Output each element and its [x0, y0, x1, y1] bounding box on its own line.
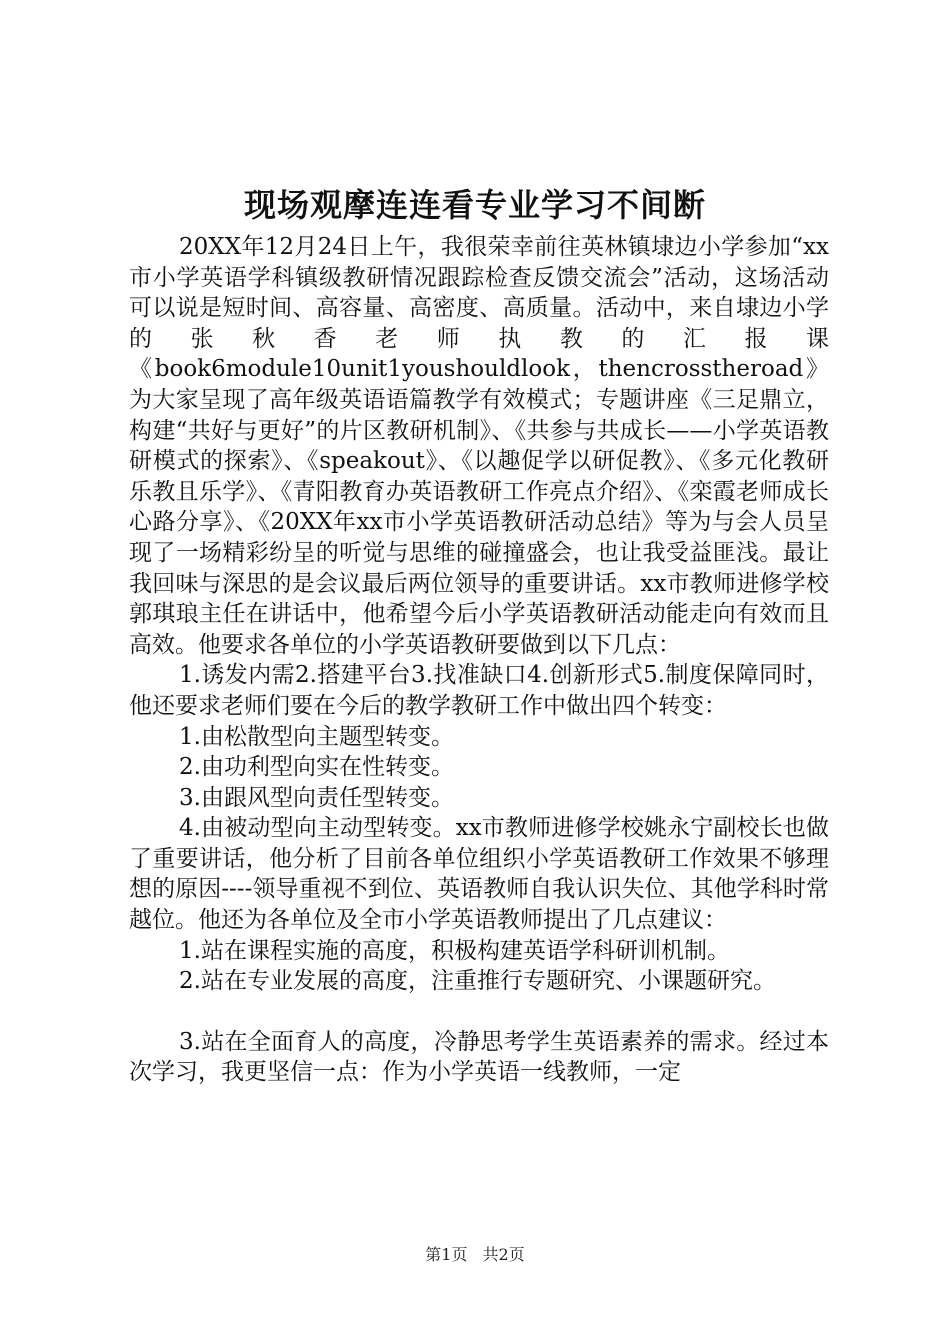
list-item: 1.站在课程实施的高度，积极构建英语学科研训机制。	[179, 937, 730, 964]
document-body	[129, 232, 829, 1088]
paragraph: 1.诱发内需2.搭建平台3.找准缺口4.创新形式5.制度保障同时，他还要求老师们要在今后的教学教研工作中做出四个转变：	[129, 662, 829, 719]
list-item: 1.由松散型向主题型转变。	[179, 723, 454, 750]
paragraph: 20XX年12月24日上午，我很荣幸前往英林镇埭边小学参加“xx市小学英语学科镇级教研情况跟踪检查反馈交流会”活动，这场活动可以说是短时间、高容量、高密度、高质量。活动中，来自埭边小学的张秋香老师执教的汇报课《book6module10unit1youshouldlook，thencrosstheroad》为大家呈现了高年级英语语篇教学有效模式；专题讲座《三足鼎立，构建“共好与更好”的片区教研机制》、《共参与共成长——小学英语教研模式的探索》、《speakout》、《以趣促学以研促教》、《多元化教研乐教且乐学》、《青阳教育办英语教研工作亮点介绍》、《栾霞老师成长心路分享》、《20XX年xx市小学英语教研活动总结》等为与会人员呈现了一场精彩纷呈的听觉与思维的碰撞盛会，也让我受益匪浅。最让我回味与深思的是会议最后两位领导的重要讲话。xx市教师进修学校郭琪琅主任在讲话中，他希望今后小学英语教研活动能走向有效而且高效。他要求各单位的小学英语教研要做到以下几点：	[129, 234, 829, 658]
page-number: 第1页	[425, 1245, 468, 1264]
page-total: 共2页	[482, 1245, 525, 1264]
paragraph-spacer	[129, 997, 829, 1027]
paragraph: 3.站在全面育人的高度，冷静思考学生英语素养的需求。经过本次学习，我更坚信一点：作为小学英语一线教师，一定	[129, 1028, 829, 1086]
document-title: 现场观摩连连看专业学习不间断	[243, 186, 706, 224]
list-item: 2.站在专业发展的高度，注重推行专题研究、小课题研究。	[179, 968, 776, 995]
list-item: 2.由功利型向实在性转变。	[179, 754, 454, 781]
paragraph: 4.由被动型向主动型转变。xx市教师进修学校姚永宁副校长也做了重要讲话，他分析了目前各单位组织小学英语教研工作效果不够理想的原因----领导重视不到位、英语教师自我认识失位、其他学科时常越位。他还为各单位及全市小学英语教师提出了几点建议：	[129, 815, 829, 934]
page-footer	[0, 1244, 950, 1266]
list-item: 3.由跟风型向责任型转变。	[179, 784, 454, 811]
